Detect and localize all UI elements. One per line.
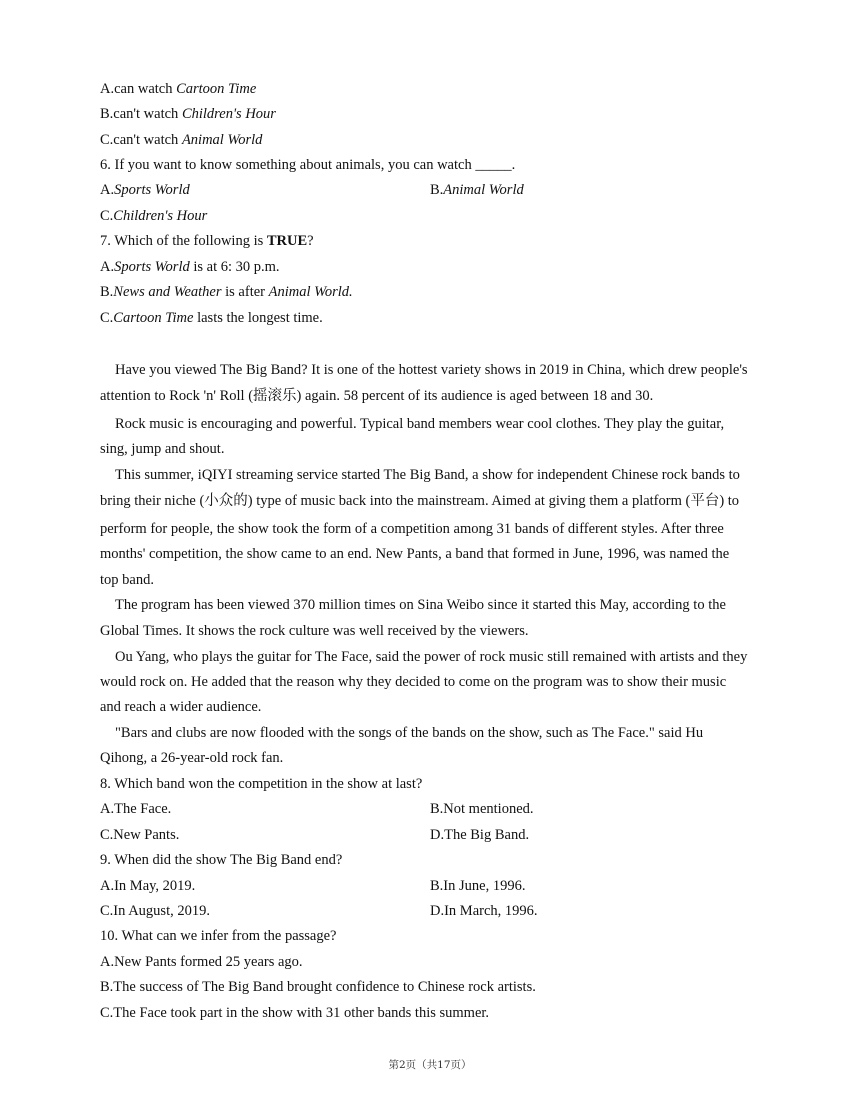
passage-line: months' competition, the show came to an end. New Pants, a band that formed in June, 1996, was named the — [100, 546, 730, 562]
q8-stem: 8. Which band won the competition in the show at last? — [100, 776, 423, 792]
q9-stem: 9. When did the show The Big Band end? — [100, 852, 343, 868]
passage-line: top band. — [100, 572, 154, 588]
page-footer: 第2页（共17页） — [388, 1059, 472, 1071]
q5-option-c: C.can't watch Animal World — [100, 132, 263, 148]
passage-line: "Bars and clubs are now flooded with the songs of the bands on the show, such as The Face." said Hu — [115, 725, 704, 741]
q9-option-c: C.In August, 2019. — [100, 903, 210, 919]
passage-line: This summer, iQIYI streaming service started The Big Band, a show for independent Chinese rock bands to — [115, 467, 740, 483]
passage-line: Global Times. It shows the rock culture was well received by the viewers. — [100, 623, 529, 639]
q5-option-b: B.can't watch Children's Hour — [100, 106, 276, 122]
q10-option-c: C.The Face took part in the show with 31 other bands this summer. — [100, 1005, 490, 1021]
q8-option-b: B.Not mentioned. — [430, 801, 534, 817]
q7-option-c: C.Cartoon Time lasts the longest time. — [100, 310, 323, 326]
passage-line: would rock on. He added that the reason why they decided to come on the program was to show their music — [100, 674, 727, 690]
q9-option-b: B.In June, 1996. — [430, 878, 526, 894]
q5-option-a: A.can watch Cartoon Time — [100, 81, 257, 97]
q8-option-c: C.New Pants. — [100, 827, 180, 843]
q10-option-b: B.The success of The Big Band brought confidence to Chinese rock artists. — [100, 979, 536, 995]
passage-line: Qihong, a 26-year-old rock fan. — [100, 750, 284, 766]
q7-option-a: A.Sports World is at 6: 30 p.m. — [100, 259, 280, 275]
q8-option-a: A.The Face. — [100, 801, 172, 817]
passage-line: sing, jump and shout. — [100, 441, 225, 457]
q9-option-d: D.In March, 1996. — [430, 903, 538, 919]
q6-stem: 6. If you want to know something about animals, you can watch _____. — [100, 157, 516, 173]
q10-option-a: A.New Pants formed 25 years ago. — [100, 954, 303, 970]
passage-line: The program has been viewed 370 million times on Sina Weibo since it started this May, according to the — [115, 597, 726, 613]
q7-stem: 7. Which of the following is TRUE? — [100, 233, 314, 249]
q6-option-a: A.Sports World — [100, 182, 190, 198]
passage-line: Ou Yang, who plays the guitar for The Face, said the power of rock music still remained with artists and they — [115, 649, 748, 665]
q6-option-c: C.Children's Hour — [100, 208, 208, 224]
passage-line: bring their niche (小众的) type of music back into the mainstream. Aimed at giving them a platform (平台) to — [100, 493, 740, 509]
q10-stem: 10. What can we infer from the passage? — [100, 928, 337, 944]
passage-line: attention to Rock 'n' Roll (摇滚乐) again. 58 percent of its audience is aged between 18 and 30. — [100, 388, 654, 404]
passage-line: Rock music is encouraging and powerful. Typical band members wear cool clothes. They play the guitar, — [115, 416, 725, 432]
passage-line: perform for people, the show took the form of a competition among 31 bands of different styles. After three — [100, 521, 724, 537]
q7-option-b: B.News and Weather is after Animal World. — [100, 284, 353, 300]
passage-line: and reach a wider audience. — [100, 699, 262, 715]
q9-option-a: A.In May, 2019. — [100, 878, 196, 894]
q8-option-d: D.The Big Band. — [430, 827, 530, 843]
q6-option-b: B.Animal World — [430, 182, 524, 198]
passage-line: Have you viewed The Big Band? It is one of the hottest variety shows in 2019 in China, which drew people's — [115, 362, 748, 378]
